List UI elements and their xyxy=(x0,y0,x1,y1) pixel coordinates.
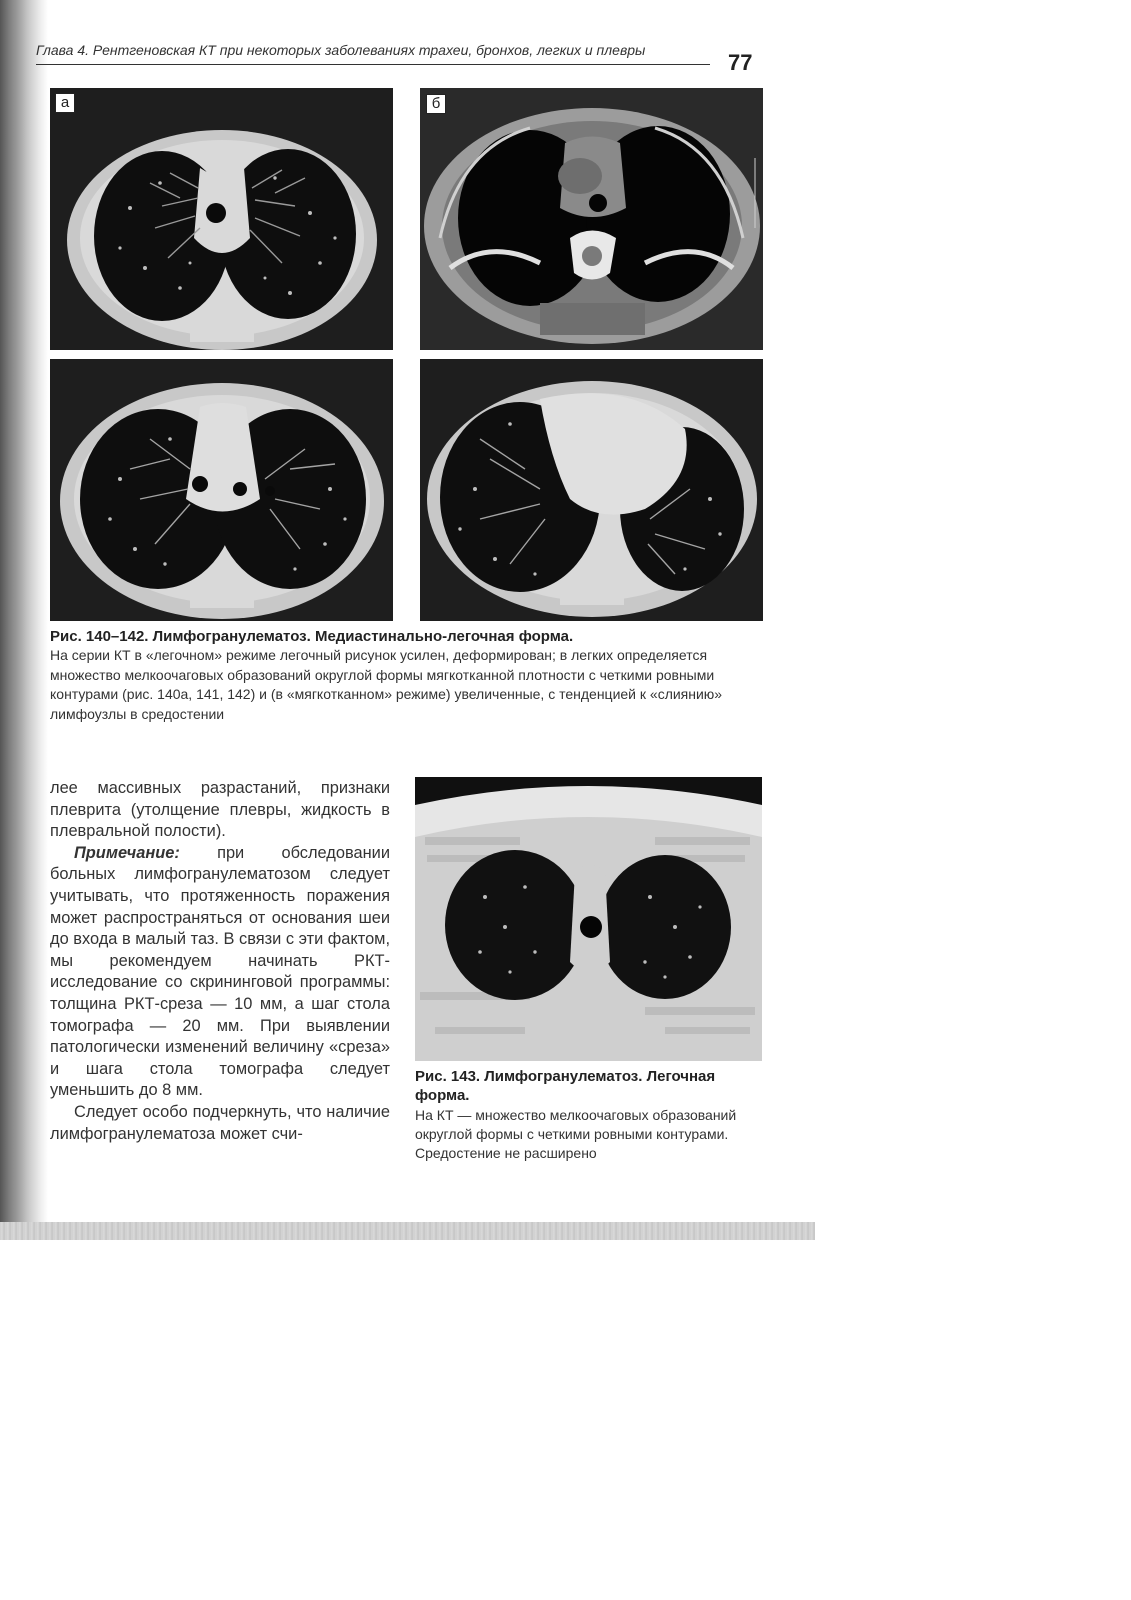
note-label: Примечание: xyxy=(74,843,180,862)
note-text: при обследовании больных лимфогранулематозом следует учитывать, что протяженность поражения может распространяться от основания шеи до входа в малый таз. В связи с эти фактом, мы рекомендуем начинать РКТ-исследование со скрининговой программы: толщина РКТ-среза — 10 мм, а шаг стола томографа — 20 мм. При выявлении патологически изменений величину «среза» и шага стола томографа следует уменьшить до 8 мм. xyxy=(50,843,391,1100)
note-paragraph xyxy=(50,843,390,1102)
page-spine-shadow xyxy=(0,0,48,1222)
scan-edge-band xyxy=(0,1222,815,1240)
body-paragraph: Следует особо подчеркнуть, что наличие лимфогранулематоза может счи- xyxy=(50,1102,390,1143)
ct-image-fig142 xyxy=(420,359,763,621)
figure-caption-title-143: Рис. 143. Лимфогранулематоз. Легочная форма. xyxy=(415,1068,716,1104)
ct-image-fig143 xyxy=(415,777,762,1061)
figure-caption-text-143: На КТ — множество мелкоочаговых образований округлой формы с четкими ровными контурами. Средостение не расширено xyxy=(415,1107,737,1161)
panel-label-a: а xyxy=(55,93,75,113)
figure-caption-text-140-142: На серии КТ в «легочном» режиме легочный рисунок усилен, деформирован; в легких определяется множество мелкоочаговых образований округлой формы мягкотканной плотности с четкими ровными контурами (рис. 140а, 141, 142) и (в «мягкотканном» режиме) увеличенные, с тенденцией к «слиянию» лимфоузлы в средостении xyxy=(50,647,723,722)
figure-caption-title-140-142: Рис. 140–142. Лимфогранулематоз. Медиастинально-легочная форма. xyxy=(50,628,574,645)
running-head: Глава 4. Рентгеновская КТ при некоторых заболеваниях трахеи, бронхов, легких и плевры xyxy=(36,40,710,65)
panel-label-b: б xyxy=(426,94,446,114)
ct-image-fig141 xyxy=(50,359,393,621)
body-paragraph: лее массивных разрастаний, признаки плеврита (утолщение плевры, жидкость в плевральной полости). xyxy=(50,779,390,841)
ct-image-fig140b xyxy=(420,88,763,350)
body-text-column xyxy=(50,778,390,1145)
page-number: 77 xyxy=(728,50,753,75)
ct-image-fig140a xyxy=(50,88,393,350)
